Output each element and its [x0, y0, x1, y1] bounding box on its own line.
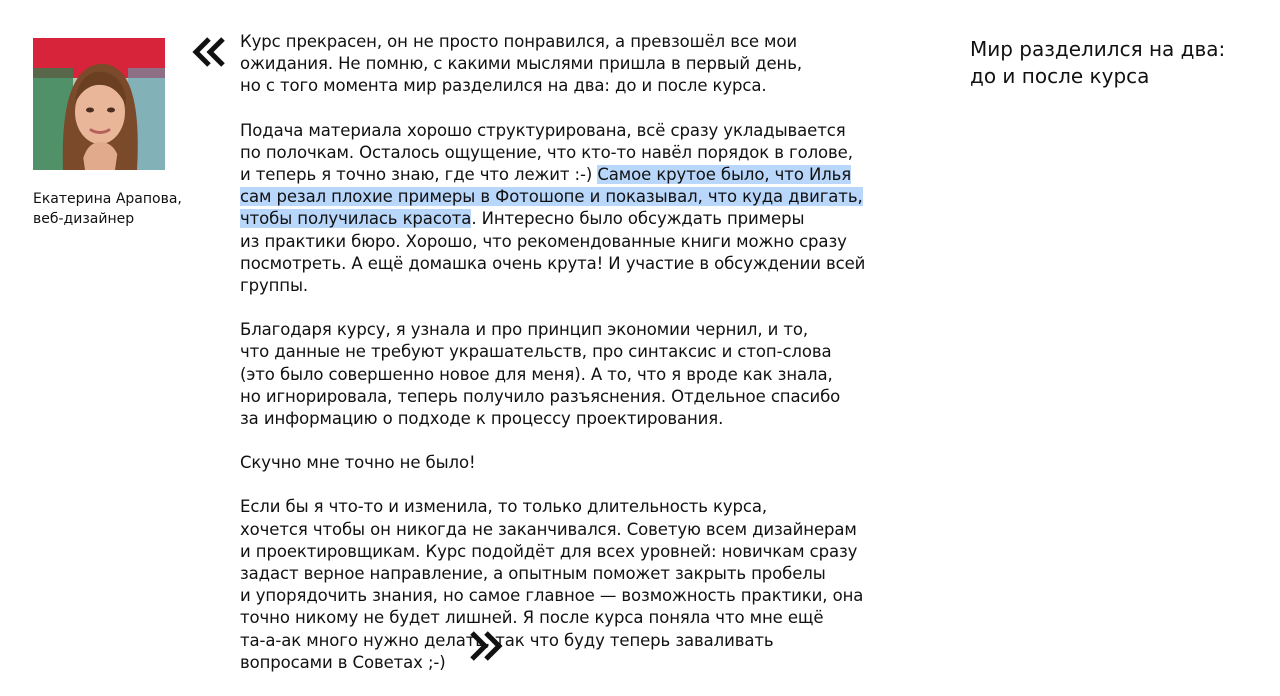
- text-line: [240, 208, 900, 230]
- text-line: та-а-ак много нужно делать, так что буду теперь заваливать: [240, 630, 774, 650]
- review-paragraph-1: [240, 31, 900, 98]
- double-chevron-left-icon: [191, 36, 229, 72]
- text-line: [240, 164, 900, 186]
- highlighted-text[interactable]: чтобы получилась красота: [240, 209, 472, 229]
- text-line: по полочкам. Осталось ощущение, что кто-то навёл порядок в голове,: [240, 142, 853, 162]
- text-line: что данные не требуют украшательств, про синтаксис и стоп-слова: [240, 342, 832, 362]
- highlighted-text[interactable]: сам резал плохие примеры в Фотошопе и показывал, что куда двигать,: [240, 187, 863, 207]
- pull-quote-line: Мир разделился на два:: [970, 37, 1226, 61]
- review-text: [240, 31, 900, 696]
- text-line: но с того момента мир разделился на два: до и после курса.: [240, 76, 767, 96]
- text-fragment: . Интересно было обсуждать примеры: [471, 209, 805, 229]
- text-line: Курс прекрасен, он не просто понравился, а превзошёл все мои: [240, 32, 798, 51]
- text-line: Если бы я что-то и изменила, то только длительность курса,: [240, 497, 768, 517]
- review-paragraph-5: [240, 496, 900, 674]
- text-line: посмотреть. А ещё домашка очень крута! И участие в обсуждении всей: [240, 253, 866, 273]
- author-name: Екатерина Арапова,: [33, 191, 182, 207]
- text-line: задаст верное направление, а опытным поможет закрыть пробелы: [240, 564, 826, 584]
- text-line: [240, 186, 900, 208]
- text-line: и проектировщикам. Курс подойдёт для всех уровней: новичкам сразу: [240, 541, 858, 561]
- text-line: из практики бюро. Хорошо, что рекомендованные книги можно сразу: [240, 231, 847, 251]
- text-line: вопросами в Советах ;-): [240, 652, 446, 672]
- author-avatar: [33, 38, 165, 170]
- pull-quote-line: до и после курса: [970, 64, 1150, 88]
- double-chevron-right-icon: [466, 630, 504, 666]
- review-paragraph-4: [240, 452, 900, 474]
- author-caption: [33, 189, 203, 229]
- text-line: за информацию о подходе к процессу проектирования.: [240, 409, 724, 429]
- text-line: группы.: [240, 276, 309, 296]
- text-line: ожидания. Не помню, с какими мыслями пришла в первый день,: [240, 54, 802, 74]
- text-line: но игнорировала, теперь получило разъяснения. Отдельное спасибо: [240, 386, 841, 406]
- author-role: веб-дизайнер: [33, 211, 135, 227]
- text-line: Благодаря курсу, я узнала и про принцип экономии чернил, и то,: [240, 320, 809, 340]
- text-line: Подача материала хорошо структурирована, всё сразу укладывается: [240, 120, 846, 140]
- review-paragraph-3: [240, 319, 900, 430]
- portrait-photo: [33, 38, 165, 170]
- pull-quote: [970, 36, 1270, 90]
- text-fragment: и теперь я точно знаю, где что лежит :-): [240, 165, 598, 185]
- review-paragraph-2: [240, 120, 900, 298]
- text-line: Скучно мне точно не было!: [240, 453, 476, 473]
- highlighted-text[interactable]: Самое крутое было, что Илья: [597, 165, 852, 185]
- text-line: (это было совершенно новое для меня). А то, что я вроде как знала,: [240, 364, 833, 384]
- text-line: хочется чтобы он никогда не заканчивался. Советую всем дизайнерам: [240, 519, 857, 539]
- text-line: точно никому не будет лишней. Я после курса поняла что мне ещё: [240, 608, 824, 628]
- text-line: и упорядочить знания, но самое главное — возможность практики, она: [240, 586, 864, 606]
